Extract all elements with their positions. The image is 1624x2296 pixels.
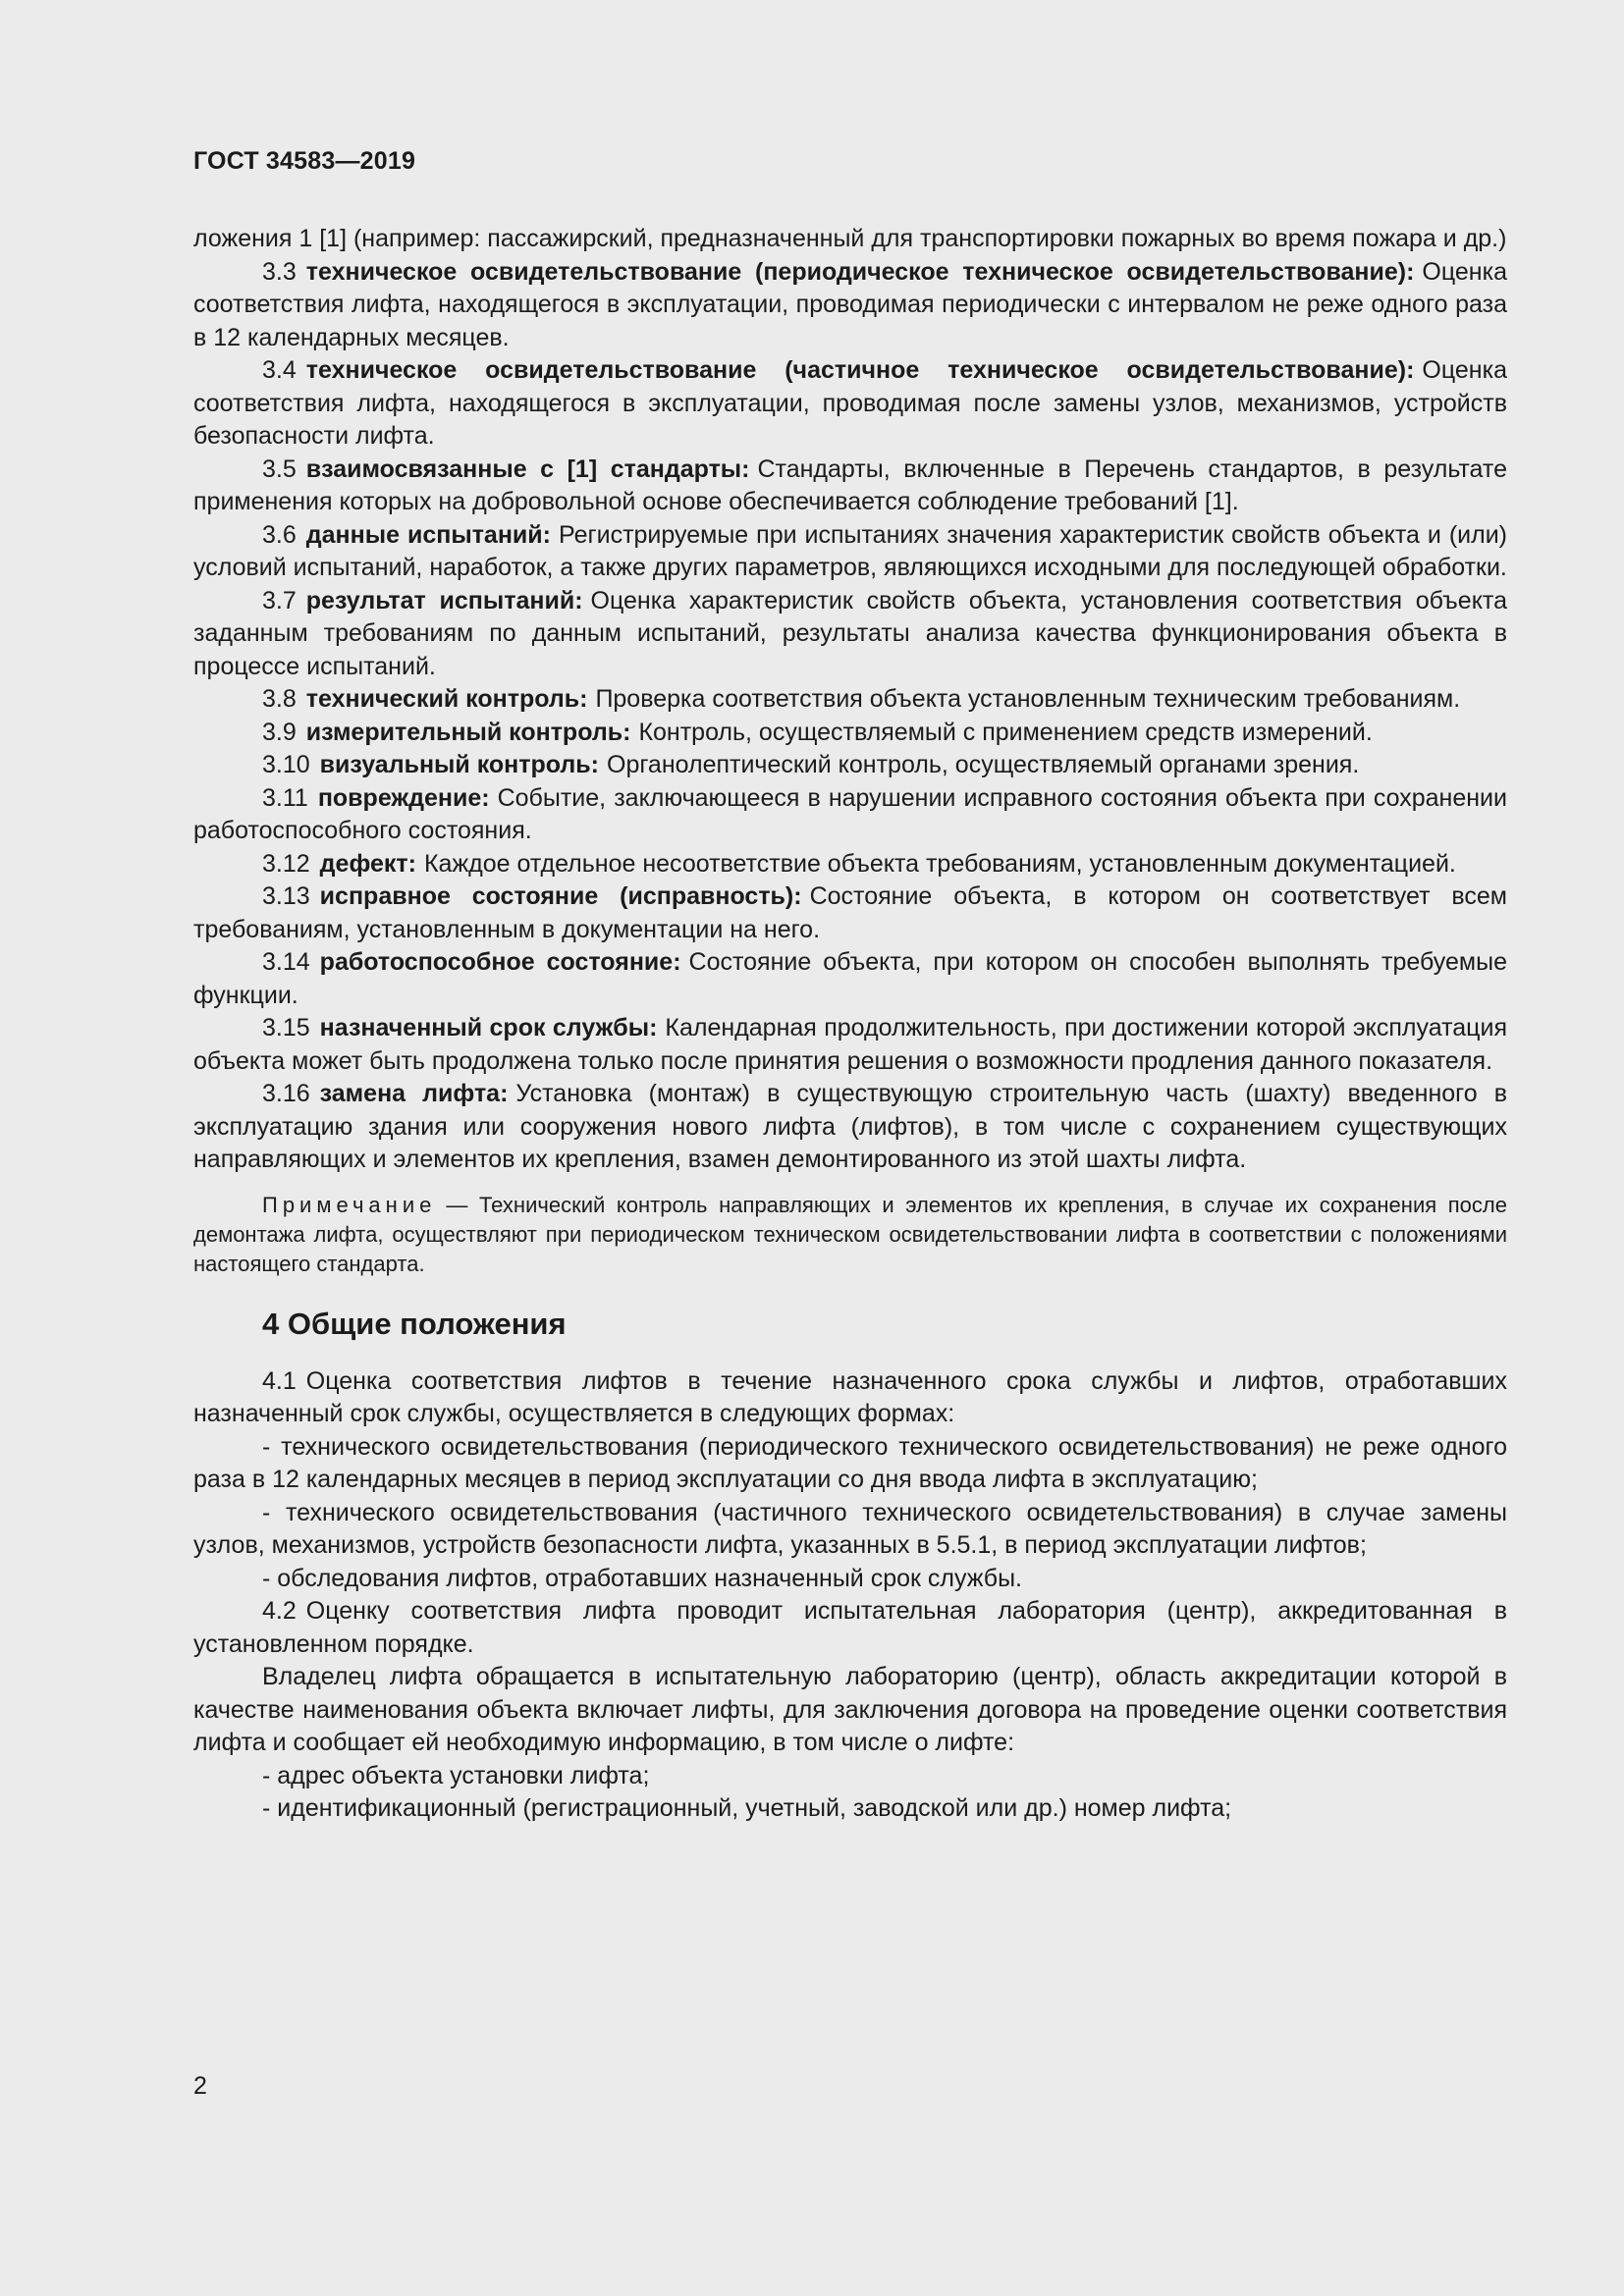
paragraph-4-1 [193,1365,1507,1431]
clause-number: 4.2 [262,1597,297,1625]
list-item: - адрес объекта установки лифта; [262,1761,650,1789]
clause-number: 3.7 [262,586,297,614]
continuation-paragraph: ложения 1 [1] (например: пассажирский, предназначенный для транспортировки пожарных во время пожара и др.) [193,225,1507,252]
list-item: - идентификационный (регистрационный, учетный, заводской или др.) номер лифта; [262,1794,1232,1822]
definition-3-9 [193,717,1507,750]
clause-number: 3.11 [262,783,308,812]
definition-text: Регистрируемые при испытаниях значения характеристик свойств объекта и (или) условий испытаний, наработок, а также других параметров, являющихся исходными для последующей обработки. [193,520,1507,581]
term: технический контроль: [305,685,588,713]
section-4-title: 4 Общие положения [262,1306,567,1341]
definition-3-14 [193,946,1507,1012]
definition-text: Событие, заключающееся в нарушении исправного состояния объекта при сохранении работоспособного состояния. [193,783,1507,844]
definition-3-12 [193,848,1507,881]
definition-3-16 [193,1078,1507,1177]
definition-text: Оценка соответствия лифта, находящегося в эксплуатации, проводимая периодически с интервалом не реже одного раза в 12 календарных месяцев. [193,257,1507,351]
clause-number: 3.10 [262,751,310,778]
definition-text: Состояние объекта, в котором он соответствует всем требованиям, установленным в документации на него. [193,882,1507,943]
term: повреждение: [317,783,490,812]
term: взаимосвязанные с [1] стандарты: [305,454,750,483]
note-text: — Технический контроль направляющих и элементов их крепления, в случае их сохранения после демонтажа лифта, осуществляют при периодическом техническом освидетельствовании лифта в соответствии с положениями настоящего стандарта. [193,1192,1507,1276]
page-number: 2 [193,2072,207,2100]
term: работоспособное состояние: [319,948,681,976]
definition-text: Оценка характеристик свойств объекта, установления соответствия объекта заданным требованиям по данным испытаний, результаты анализа качества функционирования объекта в процессе испытаний. [193,586,1507,680]
document-header: ГОСТ 34583—2019 [193,147,416,175]
term: техническое освидетельствование (частичное техническое освидетельствование): [305,356,1415,384]
clause-number: 3.15 [262,1014,310,1041]
paragraph-4-2 [193,1595,1507,1661]
definition-3-3 [193,256,1507,355]
list-item: - обследования лифтов, отработавших назначенный срок службы. [262,1564,1022,1592]
definition-3-7 [193,585,1507,684]
term: визуальный контроль: [319,751,599,778]
paragraph-4-2-owner: Владелец лифта обращается в испытательную лабораторию (центр), область аккредитации которой в качестве наименования объекта включает лифты, для заключения договора на проведение оценки соответствия лифта и сообщает ей необходимую информацию, в том числе о лифте: [193,1663,1507,1756]
clause-number: 3.14 [262,948,310,976]
clause-number: 3.12 [262,849,310,878]
clause-number: 3.4 [262,356,297,384]
note-label: Примечание [262,1192,437,1217]
term: исправное состояние (исправность): [319,882,802,910]
clause-text: Оценка соответствия лифтов в течение назначенного срока службы и лифтов, отработавших назначенный срок службы, осуществляется в следующих формах: [193,1366,1507,1427]
clause-number: 3.16 [262,1080,310,1107]
definition-text: Стандарты, включенные в Перечень стандартов, в результате применения которых на добровольной основе обеспечивается соблюдение требований [1]. [193,454,1507,515]
list-item: - технического освидетельствования (частичного технического освидетельствования) в случае замены узлов, механизмов, устройств безопасности лифта, указанных в 5.5.1, в период эксплуатации лифтов; [193,1498,1507,1559]
clause-number: 3.3 [262,257,297,286]
note-paragraph [193,1191,1507,1279]
list-item: - технического освидетельствования (периодического технического освидетельствования) не реже одного раза в 12 календарных месяцев в период эксплуатации со дня ввода лифта в эксплуатацию; [193,1432,1507,1493]
definition-text: Календарная продолжительность, при достижении которой эксплуатация объекта может быть продолжена только после принятия решения о возможности продления данного показателя. [193,1014,1507,1075]
definition-3-4 [193,354,1507,454]
term: замена лифта: [319,1080,509,1107]
definition-3-10 [193,749,1507,782]
definition-text: Оценка соответствия лифта, находящегося в эксплуатации, проводимая после замены узлов, механизмов, устройств безопасности лифта. [193,356,1507,450]
definition-text: Установка (монтаж) в существующую строительную часть (шахту) введенного в эксплуатацию здания или сооружения нового лифта (лифтов), в том числе с сохранением существующих направляющих и элементов их крепления, взамен демонтированного из этой шахты лифта. [193,1080,1507,1173]
term: данные испытаний: [305,520,551,549]
term: дефект: [319,849,416,878]
definition-3-13 [193,881,1507,946]
definitions-list [193,256,1507,1177]
definition-text: Каждое отдельное несоответствие объекта требованиям, установленным документацией. [423,849,1456,878]
definition-text: Проверка соответствия объекта установленным техническим требованиям. [595,685,1461,713]
clause-text: Оценку соответствия лифта проводит испытательная лаборатория (центр), аккредитованная в установленном порядке. [193,1597,1507,1658]
clause-number: 3.5 [262,454,297,483]
clause-number: 3.13 [262,882,310,910]
clause-number: 3.6 [262,520,297,549]
definition-3-15 [193,1012,1507,1078]
term: измерительный контроль: [305,718,631,746]
definition-3-6 [193,519,1507,585]
clause-number: 3.9 [262,718,297,746]
term: результат испытаний: [305,586,583,614]
document-body [193,223,1507,1826]
definition-3-11 [193,782,1507,848]
term: техническое освидетельствование (периодическое техническое освидетельствование): [305,257,1415,286]
definition-text: Органолептический контроль, осуществляемый органами зрения. [607,751,1360,778]
clause-number: 3.8 [262,685,297,713]
definition-text: Состояние объекта, при котором он способен выполнять требуемые функции. [193,948,1507,1009]
clause-number: 4.1 [262,1366,297,1395]
definition-text: Контроль, осуществляемый с применением средств измерений. [638,718,1373,746]
definition-3-8 [193,683,1507,717]
definition-3-5 [193,454,1507,519]
term: назначенный срок службы: [319,1014,658,1041]
